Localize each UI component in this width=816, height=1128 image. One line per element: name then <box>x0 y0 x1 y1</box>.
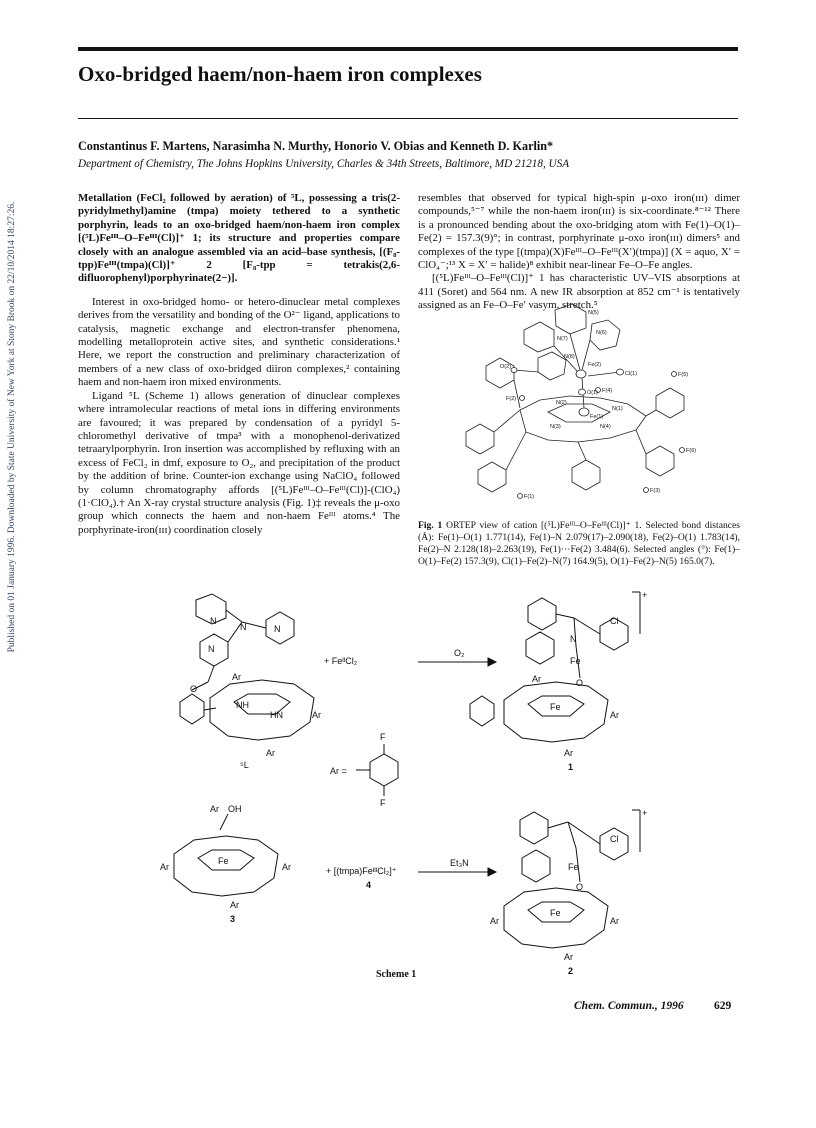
ortep-label: N(3) <box>550 424 561 430</box>
scheme-atom-fe: Fe <box>568 862 579 872</box>
scheme-atom-fe: Fe <box>550 702 561 712</box>
scheme-atom-fe: Fe <box>550 908 561 918</box>
scheme-charge: + <box>642 590 648 600</box>
ortep-label: F(1) <box>524 494 535 500</box>
scheme-nh: NH <box>236 700 249 710</box>
scheme-atom-cl: Cl <box>610 616 619 626</box>
scheme-aryl: Ar <box>230 900 239 910</box>
scheme-aryl: Ar <box>312 710 321 720</box>
journal-citation: Chem. Commun., 1996 <box>574 1000 684 1012</box>
download-note: Published on 01 January 1996. Downloaded by State University of New York at Stony Brook on 22/10/2014 18:27:26. <box>7 201 17 653</box>
scheme-arrow-et3n: Et₃N <box>450 858 469 868</box>
column-left <box>78 192 400 537</box>
figure-1-caption <box>418 520 740 568</box>
body-paragraph-1: Interest in oxo-bridged homo- or hetero-dinuclear metal complexes derives from the versatility and bonding of the O²⁻ ligand, applications to catalysis, magnetic exchange and electron-transfer phenomena, modelling metalloprotein active sites, and synthetic considerations.¹ Here, we report the construction and preliminary characterization of members of a new class of oxo-bridged diiron complexes,² containing haem and non-haem iron mixed environments. <box>78 295 400 389</box>
ortep-label: N(2) <box>556 400 567 406</box>
scheme-atom-n: N <box>208 644 215 654</box>
body-paragraph-2: Ligand ⁵L (Scheme 1) allows generation of dinuclear complexes where intramolecular reactions of metal ions in differing environments are favoured; it was prepared by condensation of a pyridyl 5-chloromethyl derivative of tmpa³ with a monophenol-derivatized tetraarylporphyrin. Iron insertion was accomplished by refluxing with an excess of FeCl₂ in dmf, exposure to O₂, and precipitation of the product by the addition of brine. Counter-ion exchange using NaClO₄ followed by column chromatography affords [(⁵L)Feᴵᴵᴵ–O–Feᴵᴵᴵ(Cl)]-(ClO₄) (1·ClO₄).† An X-ray crystal structure analysis (Fig. 1)‡ reveals the μ-oxo group which connects the haem and non-haem Feᴵᴵᴵ atoms.⁴ The porphyrinate-iron(ɪɪɪ) coordination closely <box>78 389 400 536</box>
abstract: Metallation (FeCl₂ followed by aeration) of ⁵L, possessing a tris(2-pyridylmethyl)amine (tmpa) moiety tethered to a synthetic porphyrin, leads to an oxo-bridged haem/non-haem iron complex [(⁵L)Feᴵᴵᴵ–O–Feᴵᴵᴵ(Cl)]⁺ 1; its structure and properties compare closely with an analogue assembled via an acid–base synthesis, [(F₈-tpp)Feᴵᴵᴵ(tmpa)(Cl)]⁺ 2 [F₈-tpp = tetrakis(2,6-difluorophenyl)porphyrinate(2−)]. <box>78 192 400 285</box>
body-paragraph-3: resembles that observed for typical high-spin μ-oxo iron(ɪɪɪ) dimer compounds,⁵⁻⁷ while the non-haem iron(ɪɪɪ) is six-coordinate.⁸⁻¹² There is a pronounced bending about the oxo-bridging atom with Fe(1)–O(1)–Fe(2) = 157.3(9)°; in contrast, porphyrinate μ-oxo iron(ɪɪɪ) dimers⁵ and complexes of the type [(tmpa)(X)Feᴵᴵᴵ–O–Feᴵᴵᴵ(X′)(tmpa)] (X = aquo, X′ = ClO₄⁻;¹³ X = X′ = halide)⁸ exhibit near-linear Fe–O–Fe angles. <box>418 192 740 272</box>
ortep-label: N(5) <box>588 310 599 316</box>
scheme-aryl: Ar <box>610 916 619 926</box>
scheme-charge: + <box>642 808 648 818</box>
download-watermark <box>4 150 16 710</box>
scheme-aryl: Ar <box>160 862 169 872</box>
scheme-ar-definition: Ar = <box>330 766 347 776</box>
scheme-atom-fe: Fe <box>570 656 581 666</box>
scheme-atom-f: F <box>380 798 386 808</box>
ortep-label: Cl(1) <box>625 371 637 377</box>
scheme-aryl: Ar <box>266 748 275 758</box>
figure-1-label: Fig. 1 <box>418 520 443 531</box>
scheme-aryl: Ar <box>490 916 499 926</box>
scheme-atom-n: N <box>570 634 577 644</box>
scheme-arrow-o2: O₂ <box>454 648 465 658</box>
figure-1-text: ORTEP view of cation [(⁵L)Feᴵᴵᴵ–O–Feᴵᴵᴵ(Cl)]⁺ 1. Selected bond distances (Å): Fe(1)–O(1) 1.771(14), Fe(1)–N 2.079(17)–2.090(18), Fe(2)–O(1) 1.783(14), Fe(2)–N 2.128(18)–2.263(19), Fe(1)···Fe(2) 3.484(6). Selected angles (°): Fe(1)–O(1)–Fe(2) 157.3(9), Cl(1)–Fe(2)–N(7) 164.9(5), O(1)–Fe(2)–N(5) 165.0(7). <box>418 520 740 567</box>
scheme-atom-n: N <box>274 624 281 634</box>
ortep-label: F(3) <box>650 488 661 494</box>
ortep-label: N(7) <box>557 336 568 342</box>
scheme-atom-n: N <box>240 622 247 632</box>
ortep-label: N(4) <box>600 424 611 430</box>
ortep-label: O(1) <box>587 390 598 396</box>
scheme-aryl: Ar <box>282 862 291 872</box>
affiliation: Department of Chemistry, The Johns Hopkins University, Charles & 34th Streets, Baltimore, MD 21218, USA <box>78 158 570 170</box>
ortep-label: Fe(2) <box>588 362 602 368</box>
scheme-reagent-tmpa: + [(tmpa)FeᴵᴵᴵCl₂]⁺ <box>326 866 397 876</box>
scheme-product-2: 2 <box>568 966 574 976</box>
scheme-aryl: Ar <box>532 674 541 684</box>
ortep-label: N(1) <box>612 406 623 412</box>
scheme-atom-o: O <box>576 882 584 892</box>
ortep-label: F(2) <box>506 396 517 402</box>
author-list: Constantinus F. Martens, Narasimha N. Murthy, Honorio V. Obias and Kenneth D. Karlin* <box>78 139 554 153</box>
scheme-compound-3: 3 <box>230 914 236 924</box>
ortep-label: N(6) <box>596 330 607 336</box>
scheme-1-diagram <box>160 590 690 980</box>
ortep-label: F(6) <box>686 448 697 454</box>
scheme-atom-cl: Cl <box>610 834 619 844</box>
scheme-oh: OH <box>228 804 242 814</box>
column-right <box>418 192 740 313</box>
scheme-atom-n: N <box>210 616 217 626</box>
ortep-label: Fe(1) <box>590 414 604 420</box>
scheme-aryl: Ar <box>564 952 573 962</box>
scheme-caption: Scheme 1 <box>376 969 417 980</box>
scheme-atom-f: F <box>380 732 386 742</box>
title-rule <box>78 118 738 119</box>
scheme-aryl: Ar <box>610 710 619 720</box>
scheme-atom-o: O <box>190 684 198 694</box>
ortep-label: O(2) <box>500 364 511 370</box>
scheme-atom-fe: Fe <box>218 856 229 866</box>
scheme-aryl: Ar <box>210 804 219 814</box>
scheme-atom-o: O <box>576 678 584 688</box>
scheme-compound-4: 4 <box>366 880 372 890</box>
scheme-ligand-label: ⁵L <box>240 760 249 770</box>
scheme-aryl: Ar <box>564 748 573 758</box>
page-number: 629 <box>714 1000 732 1012</box>
ortep-label: F(5) <box>678 372 689 378</box>
scheme-aryl: Ar <box>232 672 241 682</box>
ortep-label: N(8) <box>564 354 575 360</box>
scheme-reagent-fecl2: + FeᴵᴵCl₂ <box>324 656 358 666</box>
ortep-structure-figure <box>460 300 700 510</box>
top-rule <box>78 47 738 51</box>
ortep-label: F(4) <box>602 388 613 394</box>
scheme-product-1: 1 <box>568 762 574 772</box>
scheme-hn: HN <box>270 710 283 720</box>
body-paragraph-4: [(⁵L)Feᴵᴵᴵ–O–Feᴵᴵᴵ(Cl)]⁺ 1 has characteristic UV–VIS absorptions at 411 (Soret) and 564 nm. A new IR absorption at 852 cm⁻¹ is tentatively assigned as an Fe–O–Fe′ νasym. stretch.⁵ <box>418 272 740 312</box>
article-title: Oxo-bridged haem/non-haem iron complexes <box>78 62 482 86</box>
